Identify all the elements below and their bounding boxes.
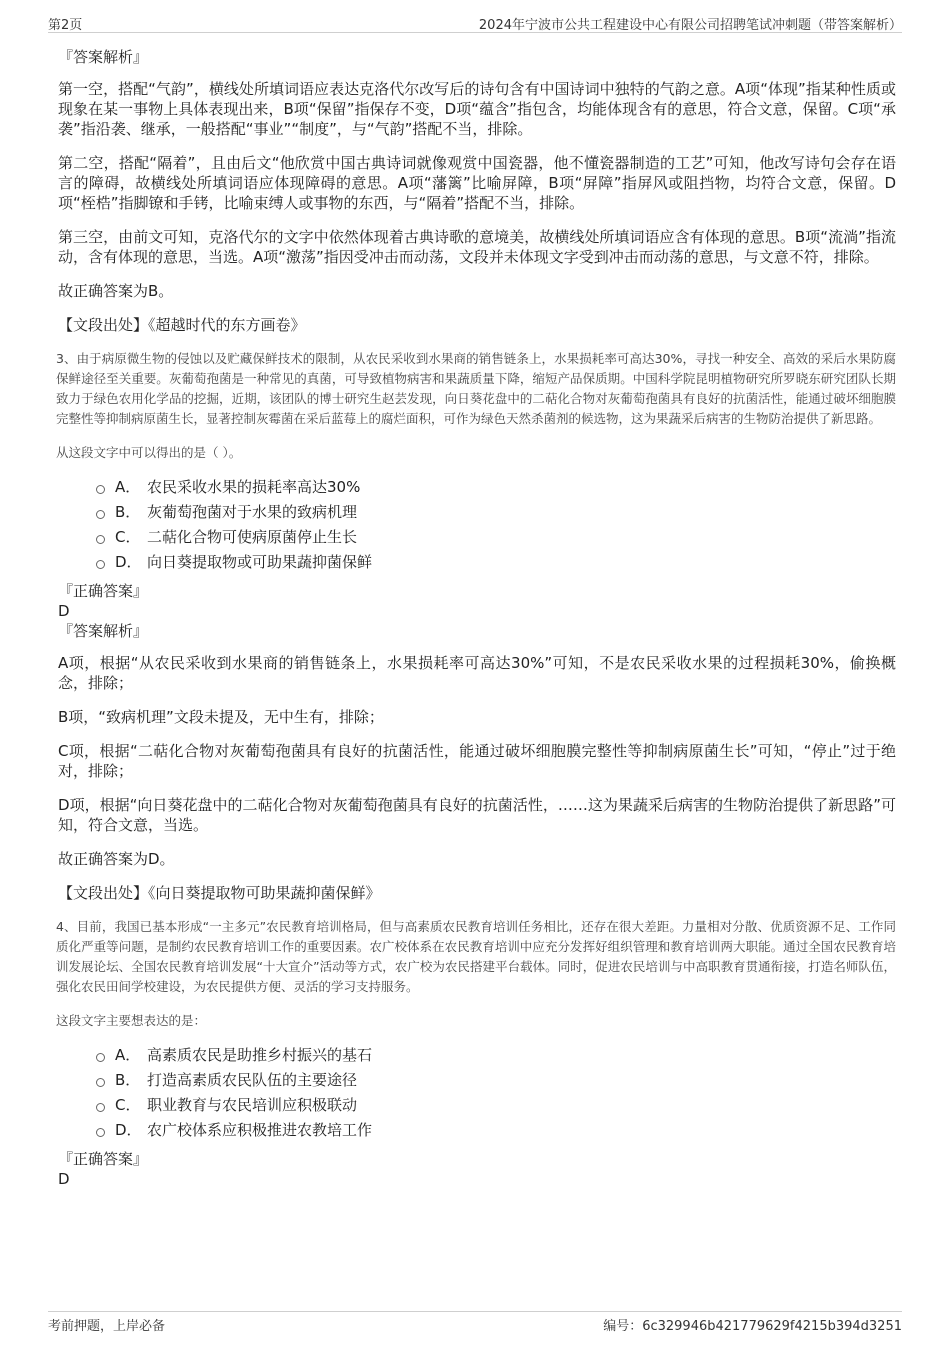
option-d[interactable]: D． 向日葵提取物或可助果蔬抑菌保鲜 xyxy=(96,552,896,577)
answer-label: 『正确答案』 xyxy=(58,1150,149,1168)
option-c[interactable]: C． 二萜化合物可使病原菌停止生长 xyxy=(96,527,896,552)
radio-icon[interactable] xyxy=(96,535,105,544)
passage-source: 【文段出处】《超越时代的东方画卷》 xyxy=(58,316,306,334)
option-a[interactable]: A． 农民采收水果的损耗率高达30% xyxy=(96,477,896,502)
question-prompt: 这段文字主要想表达的是： xyxy=(56,1013,207,1028)
analysis-paragraph: 第二空，搭配“隔着”，且由后文“他欣赏中国古典诗词就像观赏中国瓷器，他不懂瓷器制造的工艺”可知，他改写诗句会存在语言的障碍，故横线处所填词语应体现障碍的意思。A项“藩篱”比喻屏障，B项“屏障”指屏风或阻挡物，均符合文意，保留。D项“桎梏”指脚镣和手铐，比喻束缚人或事物的东西，与“隔着”搭配不当，排除。 xyxy=(58,154,896,212)
question-stem: 3、由于病原微生物的侵蚀以及贮藏保鲜技术的限制，从农民采收到水果商的销售链条上，水果损耗率可高达30%，寻找一种安全、高效的采后水果防腐保鲜途径至关重要。灰葡萄孢菌是一种常见的真菌，可导致植物病害和果蔬质量下降，缩短产品保质期。中国科学院昆明植物研究所罗晓东研究团队长期致力于绿色农用化学品的挖掘，近期，该团队的博士研究生赵芸发现，向日葵花盘中的二萜化合物对灰葡萄孢菌具有良好的抗菌活性，能通过破坏细胞膜完整性等抑制病原菌生长，显著控制灰霉菌在采后蓝莓上的腐烂面积，可作为绿色天然杀菌剂的候选物，这为果蔬采后病害的生物防治提供了新思路。 xyxy=(56,351,896,426)
radio-icon[interactable] xyxy=(96,1103,105,1112)
document-title: 2024年宁波市公共工程建设中心有限公司招聘笔试冲刺题（带答案解析） xyxy=(478,18,902,33)
correct-answer: D xyxy=(58,1170,70,1188)
page-content xyxy=(56,47,896,1189)
option-c[interactable]: C． 职业教育与农民培训应积极联动 xyxy=(96,1095,896,1120)
analysis-paragraph: 第一空，搭配“气韵”，横线处所填词语应表达克洛代尔改写后的诗句含有中国诗词中独特的气韵之意。A项“体现”指某种性质或现象在某一事物上具体表现出来，B项“保留”指保存不变，D项“蕴含”指包含，均能体现含有的意思，符合文意，保留。C项“承袭”指沿袭、继承，一般搭配“事业”“制度”，与“气韵”搭配不当，排除。 xyxy=(58,80,896,138)
passage-source: 【文段出处】《向日葵提取物可助果蔬抑菌保鲜》 xyxy=(58,884,381,902)
analysis-paragraph: B项，“致病机理”文段未提及，无中生有，排除； xyxy=(58,708,384,726)
analysis-paragraph: 第三空，由前文可知，克洛代尔的文字中依然体现着古典诗歌的意境美，故横线处所填词语应含有体现的意思。B项“流淌”指流动，含有体现的意思，当选。A项“激荡”指因受冲击而动荡，文段并未体现文字受到冲击而动荡的意思，与文意不符，排除。 xyxy=(58,228,896,266)
radio-icon[interactable] xyxy=(96,1053,105,1062)
option-b[interactable]: B． 打造高素质农民队伍的主要途径 xyxy=(96,1070,896,1095)
option-list xyxy=(96,1045,896,1145)
analysis-conclusion: 故正确答案为B。 xyxy=(58,282,174,300)
option-d[interactable]: D． 农广校体系应积极推进农教培工作 xyxy=(96,1120,896,1145)
option-list xyxy=(96,477,896,577)
page-footer xyxy=(48,1311,902,1334)
analysis-paragraph: D项，根据“向日葵花盘中的二萜化合物对灰葡萄孢菌具有良好的抗菌活性，……这为果蔬采后病害的生物防治提供了新思路”可知，符合文意，当选。 xyxy=(58,796,896,834)
footer-slogan: 考前押题，上岸必备 xyxy=(48,1319,166,1334)
analysis-label: 『答案解析』 xyxy=(58,48,149,66)
analysis-conclusion: 故正确答案为D。 xyxy=(58,850,175,868)
question-prompt: 从这段文字中可以得出的是（ ）。 xyxy=(56,445,242,460)
option-b[interactable]: B． 灰葡萄孢菌对于水果的致病机理 xyxy=(96,502,896,527)
analysis-paragraph: A项，根据“从农民采收到水果商的销售链条上，水果损耗率可高达30%”可知，不是农民采收水果的过程损耗30%，偷换概念，排除； xyxy=(58,654,896,692)
page-header xyxy=(48,12,902,33)
answer-label: 『正确答案』 xyxy=(58,582,149,600)
radio-icon[interactable] xyxy=(96,485,105,494)
analysis-label: 『答案解析』 xyxy=(58,622,149,640)
option-a[interactable]: A． 高素质农民是助推乡村振兴的基石 xyxy=(96,1045,896,1070)
radio-icon[interactable] xyxy=(96,1078,105,1087)
question-stem: 4、目前，我国已基本形成“一主多元”农民教育培训格局，但与高素质农民教育培训任务相比，还存在很大差距。力量相对分散、优质资源不足、工作同质化严重等问题，是制约农民教育培训工作的重要因素。农广校体系在农民教育培训中应充分发挥好组织管理和教育培训两大职能。通过全国农民教育培训发展论坛、全国农民教育培训发展“十大宣介”活动等方式，农广校为农民搭建平台载体。同时，促进农民培训与中高职教育贯通衔接，打造名师队伍，强化农民田间学校建设，为农民提供方便、灵活的学习支持服务。 xyxy=(56,919,896,994)
radio-icon[interactable] xyxy=(96,1128,105,1137)
radio-icon[interactable] xyxy=(96,560,105,569)
page-number: 第2页 xyxy=(48,18,83,33)
document-id: 编号：6c329946b421779629f4215b394d3251 xyxy=(603,1319,902,1334)
correct-answer: D xyxy=(58,602,70,620)
radio-icon[interactable] xyxy=(96,510,105,519)
analysis-paragraph: C项，根据“二萜化合物对灰葡萄孢菌具有良好的抗菌活性，能通过破坏细胞膜完整性等抑制病原菌生长”可知，“停止”过于绝对，排除； xyxy=(58,742,896,780)
